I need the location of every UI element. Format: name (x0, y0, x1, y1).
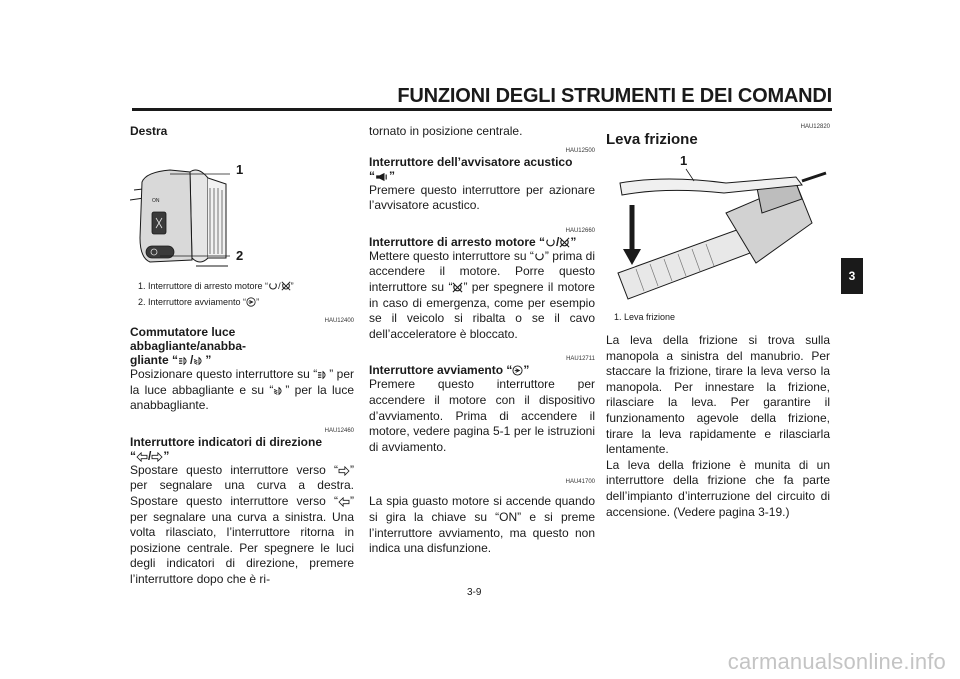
start-paragraph: Premere questo interruttore per accendere il motore con il dispositivo d’avviamento. Prima di accendere il motore, vedere pagina 5-1 per le istruzioni di avviamento. (369, 377, 595, 454)
reference-code: HAU12820 (800, 124, 830, 130)
engine-start-icon (246, 297, 256, 307)
figure-callout-2: 2 (236, 248, 244, 263)
section-heading-clutch: Leva frizione (606, 131, 698, 148)
title-line: Interruttore indicatori di direzione (130, 434, 323, 449)
text: ” per spegnere il motore in caso di emergenza, come per esempio se il veicolo si ribalta o se il cavo dell’acceleratore è bloccato. (369, 279, 595, 341)
title-line (130, 353, 354, 367)
engine-run-icon (545, 237, 556, 248)
low-beam-icon (273, 386, 285, 396)
title-text: Interruttore di arresto motore “ (369, 234, 546, 249)
slash: / (278, 281, 281, 291)
reference-code: HAU12460 (324, 427, 354, 434)
high-beam-icon (317, 370, 329, 380)
warning-paragraph: La spia guasto motore si accende quando si gira la chiave su “ON” e si preme l’interruttore avviamento, ma questo non indica una disfunzione. (369, 494, 595, 556)
clutch-lever-figure (606, 153, 830, 309)
slash: / (556, 234, 560, 249)
turn-right-icon (338, 466, 350, 476)
open-quote: “ (369, 168, 375, 183)
close-quote: ” (163, 448, 170, 463)
clutch-paragraph-1: La leva della frizione si trova sulla manopola a sinistra del manubrio. Per staccare la frizione, tirare la leva verso la manopola. Per innestare la frizione, rilasciare la leva. Per garantire il funzionamento agevole della frizione, tirare la leva rapidamente e rilasciarla lentamente. (606, 333, 830, 457)
continuation-text: tornato in posizione centrale. (369, 124, 523, 138)
right-handlebar-figure (130, 138, 354, 278)
high-beam-icon (178, 356, 190, 366)
reference-code: HAU41700 (565, 479, 595, 486)
section-title-beam (130, 325, 354, 367)
title-text: Interruttore avviamento “ (369, 363, 513, 378)
close-quote: ” (523, 363, 530, 378)
left-column (130, 124, 354, 588)
section-title-turn (130, 435, 354, 463)
watermark[interactable]: carmanualsonline.info (727, 649, 946, 674)
engine-stop-icon (281, 281, 291, 291)
middle-column (369, 124, 595, 557)
engine-stop-icon (559, 237, 570, 248)
engine-stop-icon (452, 282, 463, 293)
close-quote: ” (256, 297, 260, 307)
text: ” per la luce abbagliante e su “ (130, 367, 354, 397)
stop-paragraph (369, 249, 595, 343)
horn-paragraph: Premere questo interruttore per azionare l’avvisatore acustico. (369, 182, 595, 213)
section-title-start (369, 363, 595, 377)
figure-callout-1: 1 (680, 153, 688, 168)
reference-code: HAU12660 (565, 227, 595, 234)
section-title-horn (369, 155, 595, 183)
slash: / (190, 353, 194, 367)
slash: / (148, 448, 152, 463)
text: ” per segnalare una curva a sinistra. Una volta rilasciato, l’interruttore ritorna in posizione centrale. Per spegnere le luci degli indicatori di direzione, premere l’interruttore dopo che è ri- (130, 493, 354, 586)
beam-paragraph (130, 367, 354, 414)
text: ” per segnalare una curva a destra. Spostare questo interruttore verso “ (130, 462, 354, 508)
horn-icon (375, 172, 389, 182)
text: Mettere questo interruttore su “ (369, 248, 534, 263)
close-quote: ” (389, 168, 395, 183)
title-line (130, 449, 354, 463)
turn-left-icon (338, 497, 350, 507)
text: Spostare questo interruttore verso “ (130, 462, 338, 477)
caption-text: 1. Interruttore di arresto motore “ (138, 281, 269, 291)
title-line (369, 169, 595, 183)
open-quote: “ (130, 448, 136, 463)
reference-code: HAU12400 (324, 318, 354, 324)
caption-text: 2. Interruttore avviamento “ (138, 297, 247, 307)
turn-right-icon (151, 452, 163, 462)
figure-callout-1: 1 (236, 162, 244, 177)
title-line: Interruttore dell’avvisatore acustico (369, 154, 573, 169)
right-column (606, 124, 830, 520)
turn-paragraph (130, 463, 354, 588)
text: ” prima di accendere il motore. Porre questo interruttore su “ (369, 248, 595, 294)
page-header-title: FUNZIONI DEGLI STRUMENTI E DEI COMANDI (397, 85, 832, 107)
reference-code: HAU12711 (566, 356, 595, 363)
clutch-lever-illustration (606, 153, 830, 309)
header-rule (132, 108, 832, 111)
title-line: Commutatore luce abbagliante/anabba- (130, 325, 247, 353)
figure-caption-2 (130, 294, 354, 310)
engine-start-icon (512, 365, 523, 376)
close-quote: ” (290, 281, 294, 291)
text: Posizionare questo interruttore su “ (130, 367, 318, 381)
page-number: 3-9 (467, 587, 482, 598)
engine-run-icon (268, 281, 278, 291)
clutch-paragraph-2: La leva della frizione è munita di un interruttore della frizione che fa parte dell’impianto d’interruzione del circuito di accensione. (Vedere pagina 3-19.) (606, 457, 830, 519)
svg-text:ON: ON (152, 198, 160, 204)
low-beam-icon (193, 356, 205, 366)
section-title-stop (369, 235, 595, 249)
figure-caption: 1. Leva frizione (614, 312, 676, 322)
title-text: gliante “ (130, 353, 179, 367)
text: ” per la luce anabbagliante. (130, 382, 354, 413)
reference-code: HAU12500 (565, 147, 595, 154)
figure-caption-1 (130, 278, 354, 294)
section-title-destra: Destra (130, 124, 168, 138)
chapter-tab[interactable]: 3 (841, 258, 863, 294)
engine-run-icon (534, 251, 545, 262)
close-quote: ” (205, 353, 212, 367)
turn-left-icon (136, 452, 148, 462)
close-quote: ” (570, 234, 577, 249)
